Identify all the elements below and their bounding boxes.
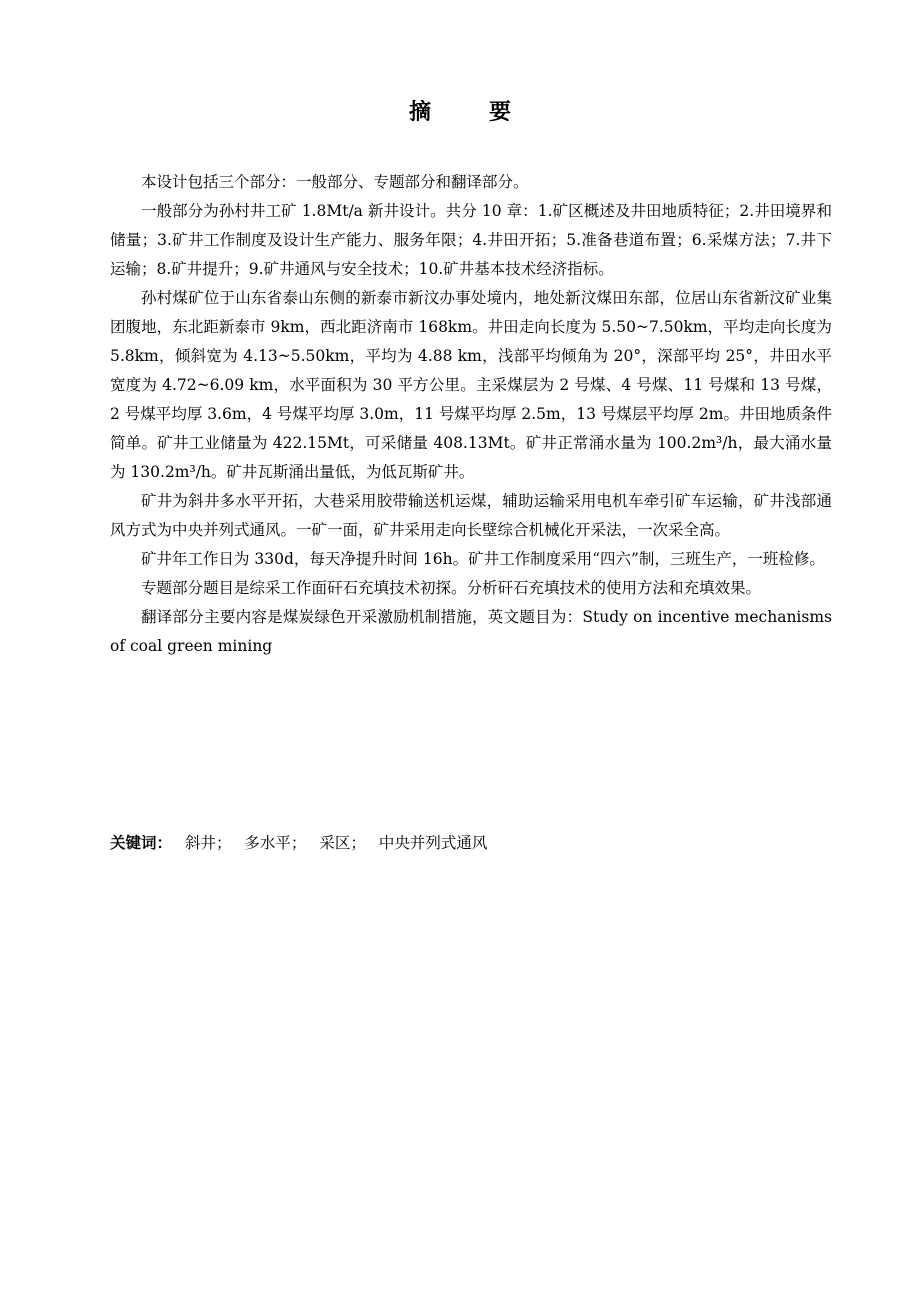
- paragraph-mine-location: 孙村煤矿位于山东省泰山东侧的新泰市新汶办事处境内，地处新汶煤田东部，位居山东省新汶矿业集团腹地，东北距新泰市 9km，西北距济南市 168km。井田走向长度为 5.50~7.50km，平均走向长度为 5.8km，倾斜宽为 4.13~5.50km，平均为 4.88 km，浅部平均倾角为 20°，深部平均 25°，井田水平宽度为 4.72~6.09 km，水平面积为 30 平方公里。主采煤层为 2 号煤、4 号煤、11 号煤和 13 号煤，2 号煤平均厚 3.6m，4 号煤平均厚 3.0m，11 号煤平均厚 2.5m，13 号煤层平均厚 2m。井田地质条件简单。矿井工业储量为 422.15Mt，可采储量 408.13Mt。矿井正常涌水量为 100.2m³/h，最大涌水量为 130.2m³/h。矿井瓦斯涌出量低，为低瓦斯矿井。: [110, 289, 832, 481]
- keywords-line: [110, 829, 832, 858]
- paragraph-overview: 本设计包括三个部分：一般部分、专题部分和翻译部分。: [141, 173, 529, 191]
- keyword-item: 采区；: [319, 834, 366, 852]
- paragraph-translation: 翻译部分主要内容是煤炭绿色开采激励机制措施，英文题目为：Study on incentive mechanisms of coal green mining: [110, 608, 832, 655]
- abstract-title: 摘 要: [408, 100, 529, 125]
- keyword-item: 中央并列式通风: [378, 834, 488, 852]
- keyword-item: 多水平；: [244, 834, 307, 852]
- keywords-label: 关键词：: [110, 834, 173, 852]
- paragraph-development: 矿井为斜井多水平开拓，大巷采用胶带输送机运煤，辅助运输采用电机车牵引矿车运输，矿井浅部通风方式为中央并列式通风。一矿一面，矿井采用走向长壁综合机械化开采法，一次采全高。: [110, 492, 832, 539]
- abstract-body: [110, 168, 832, 661]
- paragraph-general-part: 一般部分为孙村井工矿 1.8Mt/a 新井设计。共分 10 章：1.矿区概述及井田地质特征；2.井田境界和储量；3.矿井工作制度及设计生产能力、服务年限；4.井田开拓；5.准备巷道布置；6.采煤方法；7.井下运输；8.矿井提升；9.矿井通风与安全技术；10.矿井基本技术经济指标。: [110, 202, 832, 278]
- paragraph-work-schedule: 矿井年工作日为 330d，每天净提升时间 16h。矿井工作制度采用“四六”制，三班生产，一班检修。: [141, 550, 825, 568]
- paragraph-special-topic: 专题部分题目是综采工作面矸石充填技术初探。分析矸石充填技术的使用方法和充填效果。: [141, 579, 762, 597]
- keyword-item: 斜井；: [184, 834, 232, 852]
